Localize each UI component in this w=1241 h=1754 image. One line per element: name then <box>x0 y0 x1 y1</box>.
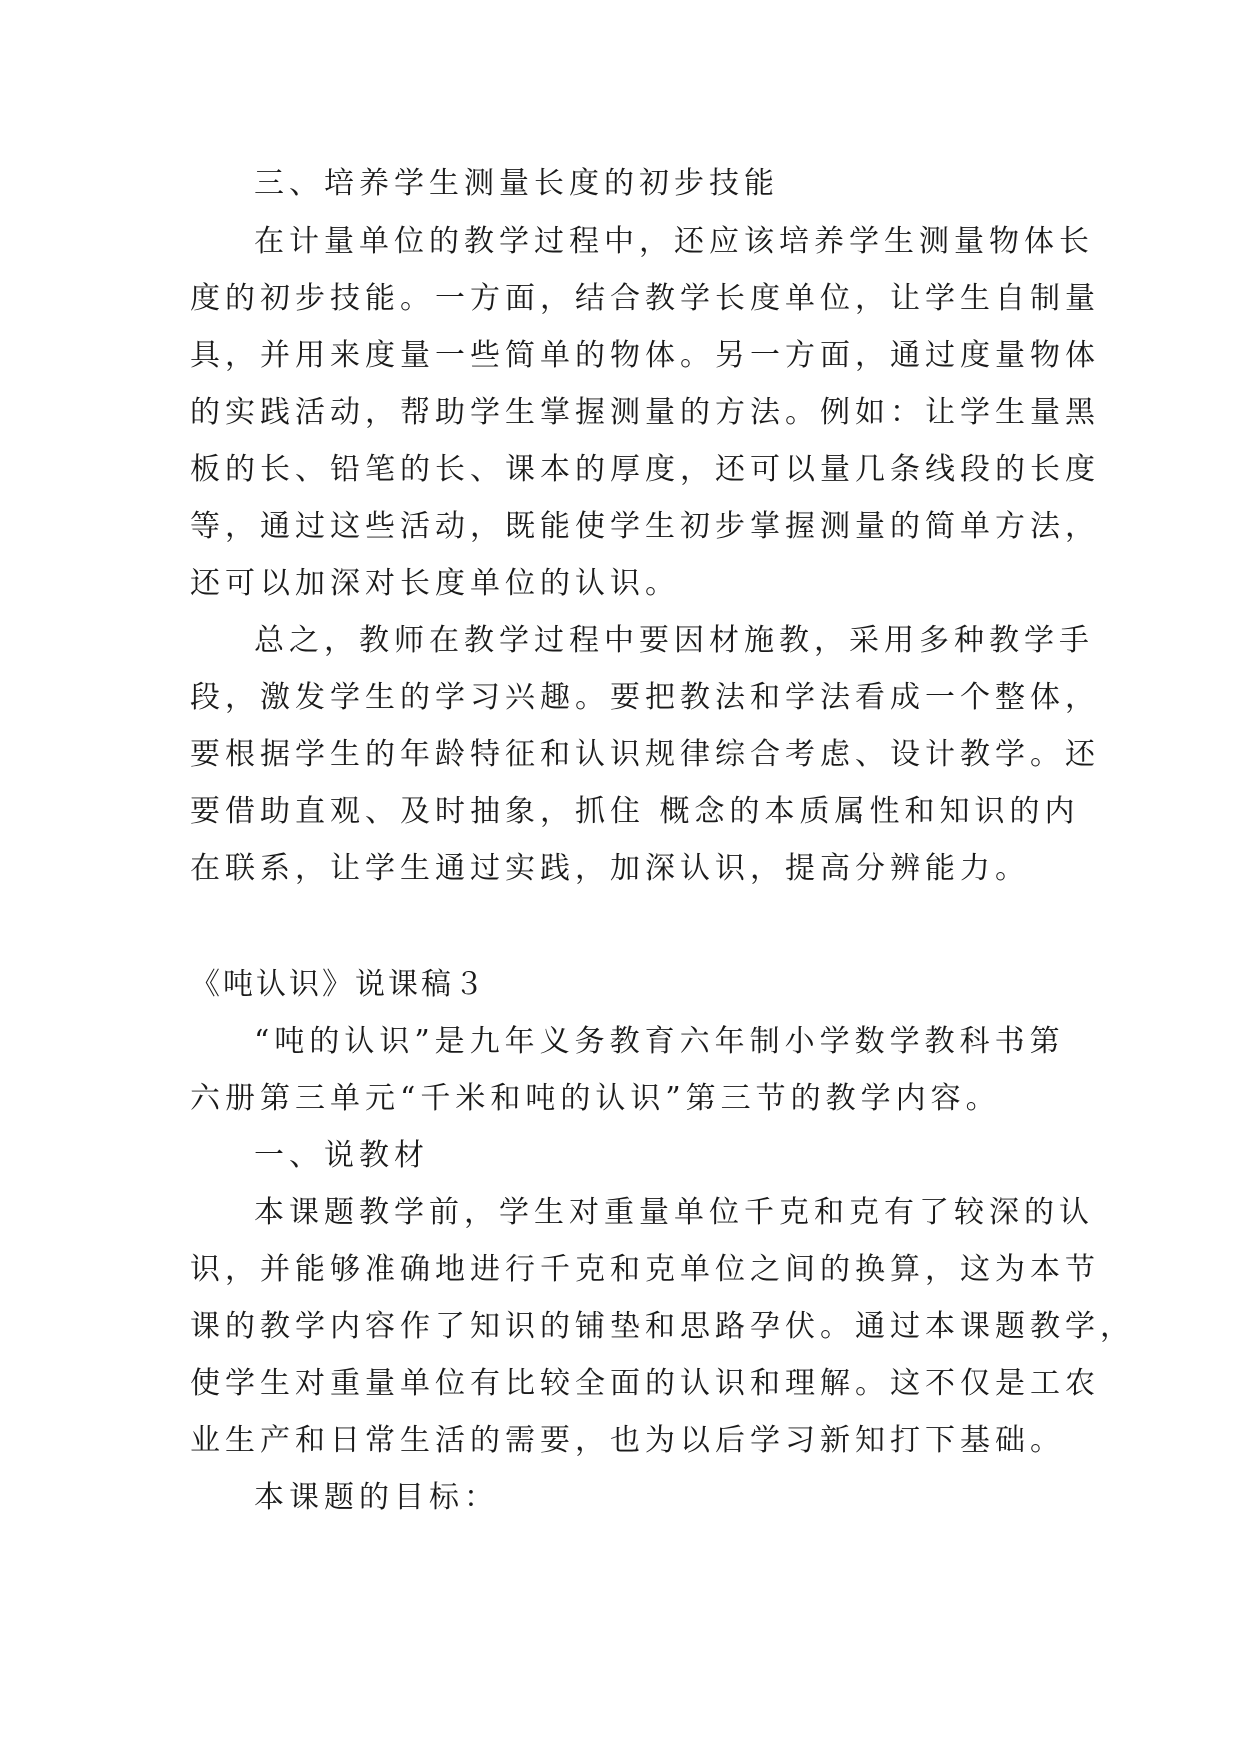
paragraph-line: 在联系，让学生通过实践，加深认识，提高分辨能力。 <box>190 851 1030 886</box>
paragraph-line: 本课题教学前，学生对重量单位千克和克有了较深的认 <box>254 1195 1094 1230</box>
paragraph-line: 使学生对重量单位有比较全面的认识和理解。这不仅是工农 <box>190 1366 1100 1401</box>
paragraph-line: 六册第三单元“千米和吨的认识”第三节的教学内容。 <box>190 1081 1001 1116</box>
paragraph-line: 业生产和日常生活的需要，也为以后学习新知打下基础。 <box>190 1423 1065 1458</box>
paragraph-line: “吨的认识”是九年义务教育六年制小学数学教科书第 <box>254 1024 1065 1059</box>
paragraph-line: 课的教学内容作了知识的铺垫和思路孕伏。通过本课题教学， <box>190 1309 1135 1344</box>
section-heading: 一、说教材 <box>254 1138 429 1173</box>
paragraph-line: 识，并能够准确地进行千克和克单位之间的换算，这为本节 <box>190 1252 1100 1287</box>
paragraph-line: 在计量单位的教学过程中，还应该培养学生测量物体长 <box>254 224 1094 259</box>
document-title: 《吨认识》说课稿３ <box>190 967 487 1002</box>
section-heading: 三、培养学生测量长度的初步技能 <box>254 166 779 201</box>
paragraph-line: 板的长、铅笔的长、课本的厚度，还可以量几条线段的长度 <box>190 452 1100 487</box>
paragraph-line: 段，激发学生的学习兴趣。要把教法和学法看成一个整体， <box>190 680 1100 715</box>
goal-label: 本课题的目标： <box>254 1480 499 1515</box>
paragraph-line: 还可以加深对长度单位的认识。 <box>190 566 680 601</box>
paragraph-line: 度的初步技能。一方面，结合教学长度单位，让学生自制量 <box>190 281 1100 316</box>
paragraph-line: 要借助直观、及时抽象，抓住 概念的本质属性和知识的内 <box>190 794 1080 829</box>
paragraph-line: 要根据学生的年龄特征和认识规律综合考虑、设计教学。还 <box>190 737 1100 772</box>
paragraph-line: 的实践活动，帮助学生掌握测量的方法。例如：让学生量黑 <box>190 395 1100 430</box>
paragraph-line: 具，并用来度量一些简单的物体。另一方面，通过度量物体 <box>190 338 1100 373</box>
paragraph-line: 总之，教师在教学过程中要因材施教，采用多种教学手 <box>254 623 1094 658</box>
paragraph-line: 等，通过这些活动，既能使学生初步掌握测量的简单方法， <box>190 509 1100 544</box>
